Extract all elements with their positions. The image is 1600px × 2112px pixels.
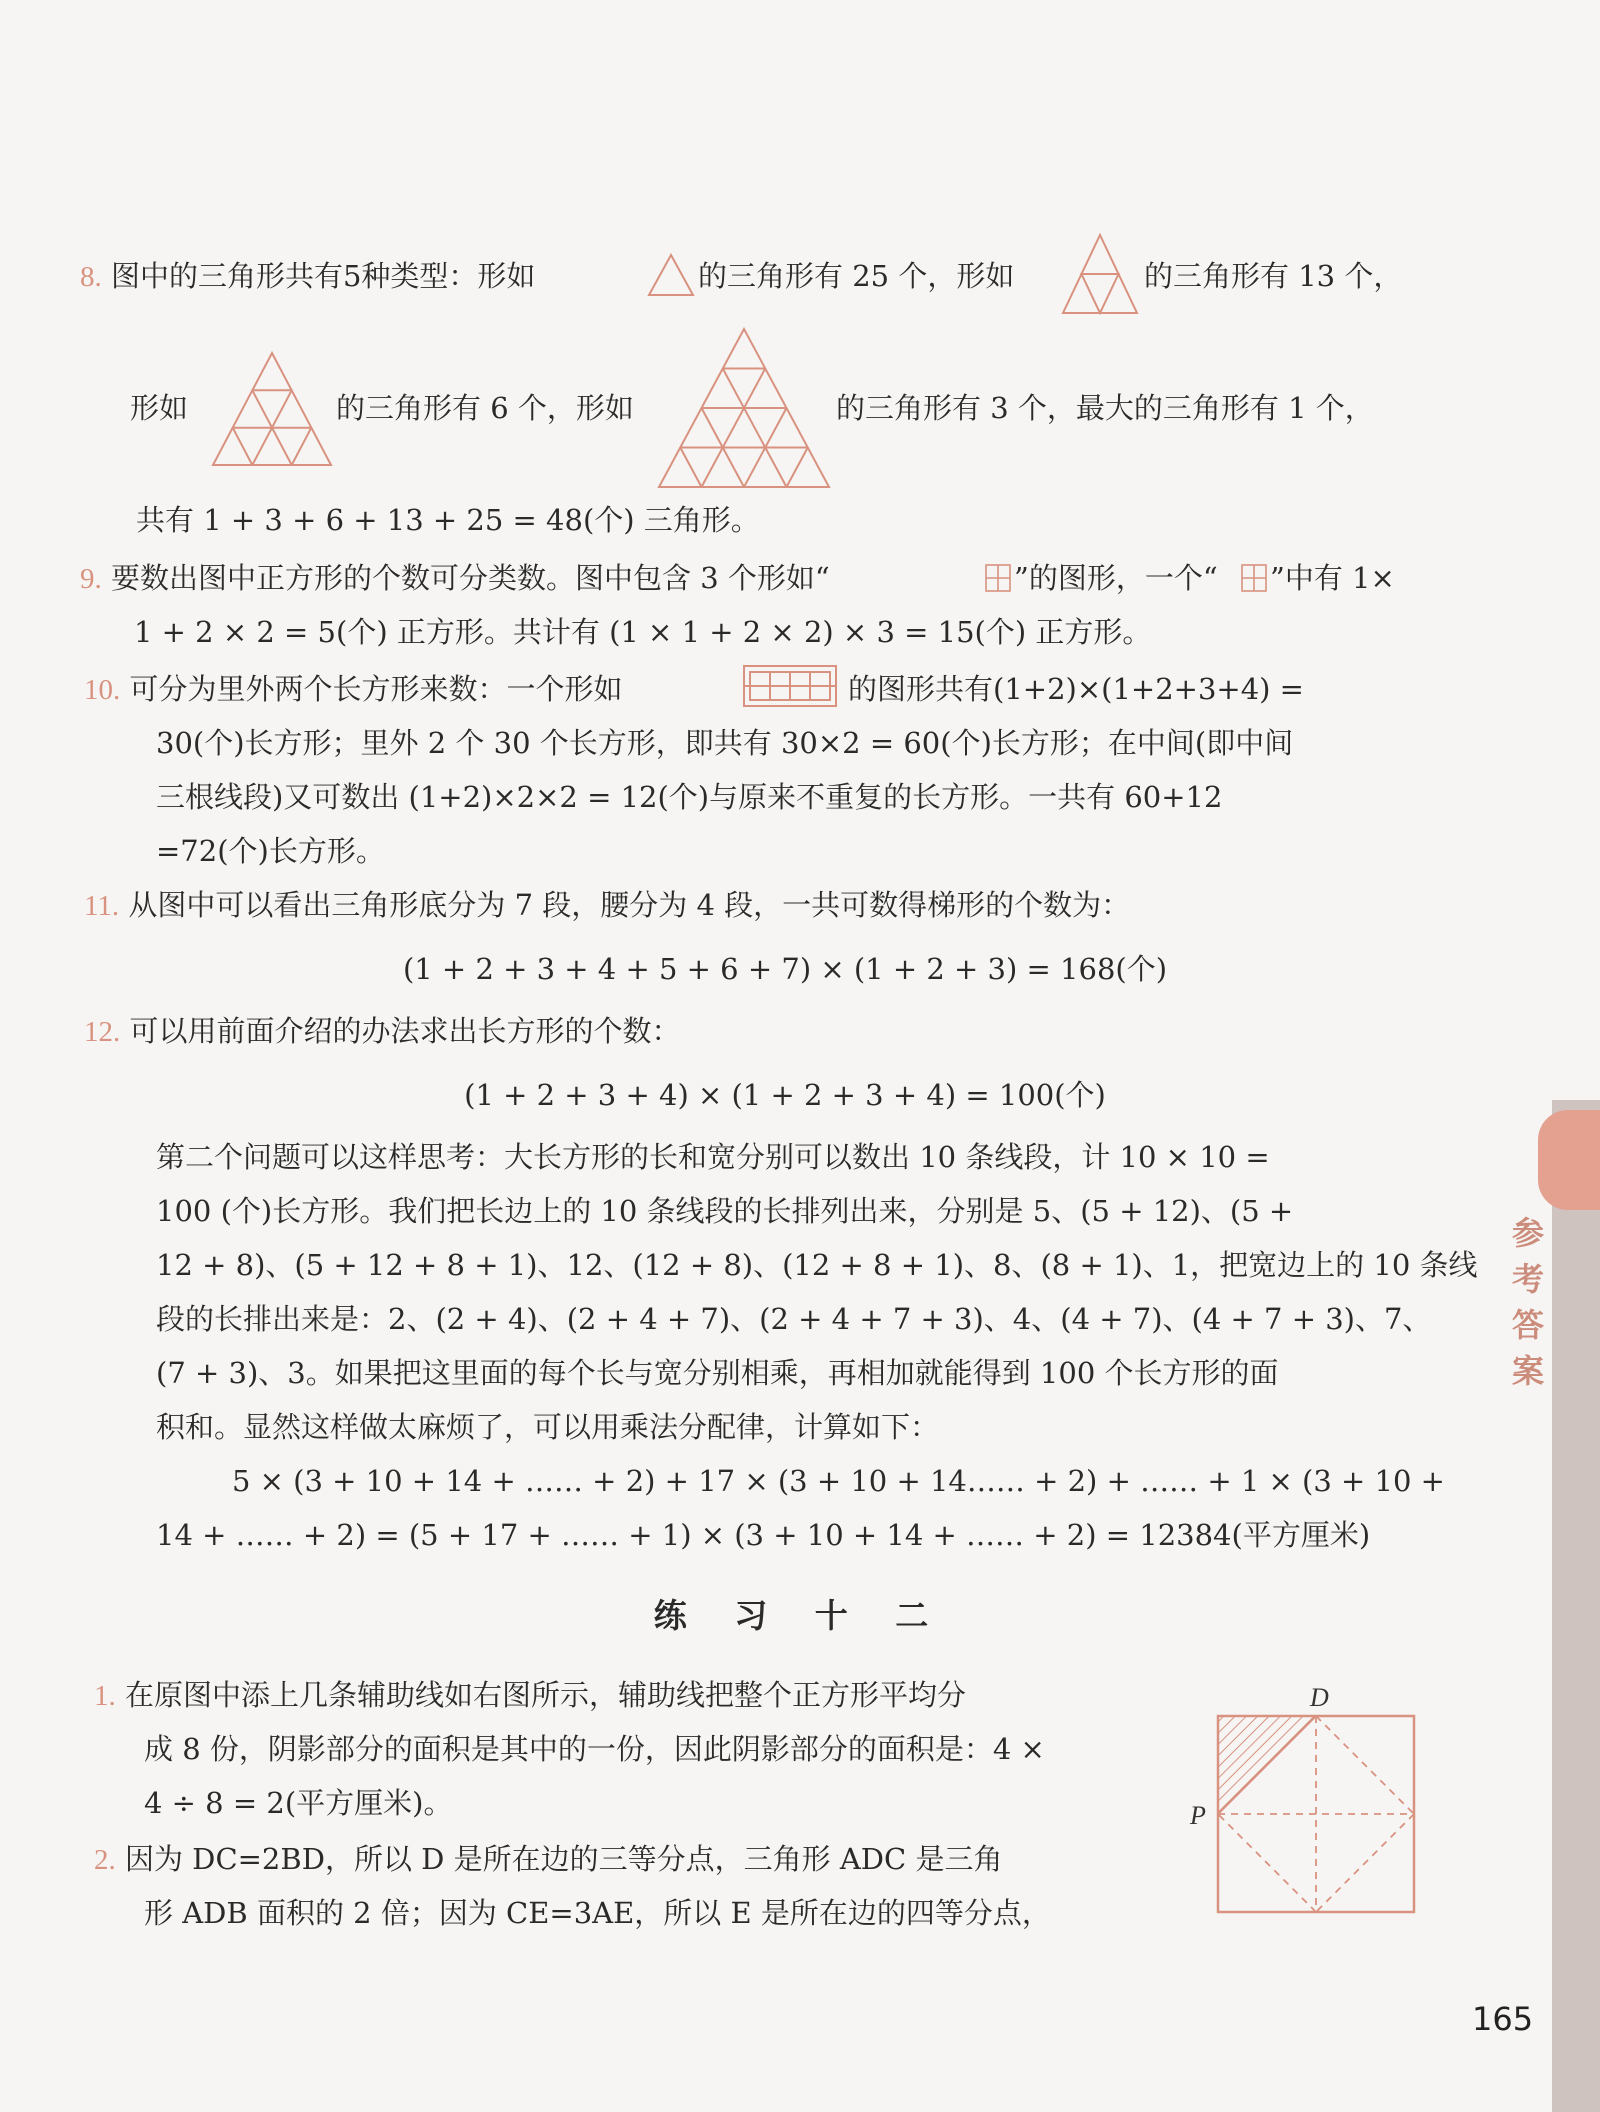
ex1-text-c: 4 ÷ 8 = 2(平方厘米)。 xyxy=(144,1786,453,1820)
p8-text-a: 图中的三角形共有5种类型：形如 xyxy=(110,259,536,293)
p12-text-h: 5 × (3 + 10 + 14 + …… + 2) + 17 × (3 + 10 + 14…… + 2) + …… + 1 × (3 + 10 + xyxy=(232,1464,1445,1498)
p10-text-c: 30(个)长方形；里外 2 个 30 个长方形，即共有 30×2 = 60(个)长方形；在中间(即中间 xyxy=(156,726,1294,760)
p12-text-c: 100 (个)长方形。我们把长边上的 10 条线段的长排列出来，分别是 5、(5 + 12)、(5 + xyxy=(156,1194,1294,1228)
p12-text-b: 第二个问题可以这样思考：大长方形的长和宽分别可以数出 10 条线段，计 10 × 10 = xyxy=(156,1140,1270,1174)
p12-text-a: 可以用前面介绍的办法求出长方形的个数： xyxy=(129,1014,681,1048)
triangle-size2-figure xyxy=(1060,232,1140,316)
p9-number: 9. xyxy=(80,563,102,595)
p8-text-g: 共有 1 + 3 + 6 + 13 + 25 = 48(个) 三角形。 xyxy=(136,503,760,537)
p9-text-a: 要数出图中正方形的个数可分类数。图中包含 3 个形如“ xyxy=(110,561,830,595)
p12-number: 12. xyxy=(84,1016,121,1048)
triangle-size3-figure xyxy=(210,350,334,468)
side-band xyxy=(1552,1100,1600,2112)
square-figure xyxy=(1180,1680,1440,1940)
point-p-label: P xyxy=(1190,1801,1206,1830)
p8-text-e: 的三角形有 6 个，形如 xyxy=(336,391,634,425)
p9-text-d: 1 + 2 × 2 = 5(个) 正方形。共计有 (1 × 1 + 2 × 2) × 3 = 15(个) 正方形。 xyxy=(134,615,1152,649)
p11-formula: (1 + 2 + 3 + 4 + 5 + 6 + 7) × (1 + 2 + 3) = 168(个) xyxy=(402,952,1168,986)
page-number: 165 xyxy=(1472,2000,1534,2038)
point-d-label: D xyxy=(1310,1683,1329,1712)
ex1-line1 xyxy=(94,1675,966,1716)
ex2-text-a: 因为 DC=2BD，所以 D 是所在边的三等分点，三角形 ADC 是三角 xyxy=(124,1842,1003,1876)
p8-text-c: 的三角形有 13 个， xyxy=(1144,259,1403,293)
square-2x2-grid-figure xyxy=(984,563,1012,593)
p9-text-c: ”中有 1× xyxy=(1270,561,1395,595)
ex1-number: 1. xyxy=(94,1680,116,1712)
p12-formula: (1 + 2 + 3 + 4) × (1 + 2 + 3 + 4) = 100(个) xyxy=(464,1078,1106,1112)
p11-line1 xyxy=(84,885,1130,926)
p8-text-d: 形如 xyxy=(130,391,189,425)
p8-text-b: 的三角形有 25 个，形如 xyxy=(698,259,1015,293)
p10-line1 xyxy=(84,669,622,710)
triangle-size4-figure xyxy=(656,326,832,490)
p12-line1 xyxy=(84,1011,680,1052)
p10-number: 10. xyxy=(84,674,121,706)
p9-text-b: ”的图形，一个“ xyxy=(1014,561,1218,595)
section-title: 练 习 十 二 xyxy=(653,1596,947,1635)
ex2-line1 xyxy=(94,1839,1002,1880)
p12-text-d: 12 + 8)、(5 + 12 + 8 + 1)、12、(12 + 8)、(12 + 8 + 1)、8、(8 + 1)、1，把宽边上的 10 条线 xyxy=(156,1248,1478,1282)
p12-text-f: (7 + 3)、3。如果把这里面的每个长与宽分别相乘，再相加就能得到 100 个长方形的面 xyxy=(156,1356,1279,1390)
p10-text-d: 三根线段)又可数出 (1+2)×2×2 = 12(个)与原来不重复的长方形。一共有 60+12 xyxy=(156,780,1223,814)
p9-line1 xyxy=(80,558,830,599)
square-2x2-grid-figure-2 xyxy=(1240,563,1268,593)
p12-text-i: 14 + …… + 2) = (5 + 17 + …… + 1) × (3 + 10 + 14 + …… + 2) = 12384(平方厘米) xyxy=(156,1518,1371,1552)
p12-text-e: 段的长排出来是：2、(2 + 4)、(2 + 4 + 7)、(2 + 4 + 7 + 3)、4、(4 + 7)、(4 + 7 + 3)、7、 xyxy=(156,1302,1432,1336)
side-label: 参考答案 xyxy=(1511,1214,1544,1390)
p10-text-b: 的图形共有(1+2)×(1+2+3+4) = xyxy=(848,672,1304,706)
ex1-text-b: 成 8 份，阴影部分的面积是其中的一份，因此阴影部分的面积是：4 × xyxy=(144,1732,1045,1766)
ex1-text-a: 在原图中添上几条辅助线如右图所示，辅助线把整个正方形平均分 xyxy=(124,1678,966,1712)
p8-number: 8. xyxy=(80,261,102,293)
rectangle-grid-figure xyxy=(742,664,838,708)
ex2-text-b: 形 ADB 面积的 2 倍；因为 CE=3AE，所以 E 是所在边的四等分点， xyxy=(144,1896,1051,1930)
p11-text-a: 从图中可以看出三角形底分为 7 段，腰分为 4 段，一共可数得梯形的个数为： xyxy=(128,888,1131,922)
triangle-size1-figure xyxy=(646,252,696,298)
p8-line1 xyxy=(80,256,535,297)
p10-text-e: =72(个)长方形。 xyxy=(156,834,385,868)
p10-text-a: 可分为里外两个长方形来数：一个形如 xyxy=(129,672,623,706)
p12-text-g: 积和。显然这样做太麻烦了，可以用乘法分配律，计算如下： xyxy=(156,1410,940,1444)
p8-text-f: 的三角形有 3 个，最大的三角形有 1 个， xyxy=(836,391,1374,425)
p11-number: 11. xyxy=(84,890,120,922)
ex2-number: 2. xyxy=(94,1844,116,1876)
side-tab xyxy=(1538,1110,1600,1210)
